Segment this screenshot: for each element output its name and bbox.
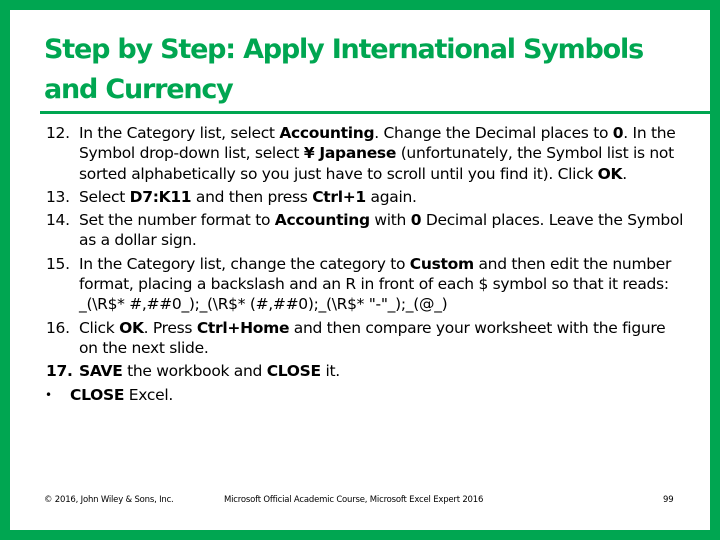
text-run: Set the number format to xyxy=(79,211,275,230)
step-number: 16. xyxy=(46,318,70,337)
step-number: 13. xyxy=(46,187,70,206)
text-run: . In the Symbol drop-down list, select xyxy=(79,124,676,163)
text-run: it. xyxy=(320,362,340,381)
step-text xyxy=(79,319,665,357)
step-12 xyxy=(46,123,686,184)
bold-text-run: Ctrl+1 xyxy=(312,187,366,206)
footer-copyright: © 2016, John Wiley & Sons, Inc. xyxy=(44,495,174,505)
text-run: again. xyxy=(365,187,417,206)
bold-text-run: SAVE xyxy=(79,362,123,381)
slide-title: Step by Step: Apply International Symbols and Currency xyxy=(44,34,643,105)
bold-text-run: CLOSE xyxy=(70,385,125,404)
step-text xyxy=(79,255,671,314)
step-number: 17. xyxy=(46,362,73,381)
title-divider xyxy=(40,111,710,114)
text-run: and then press xyxy=(191,187,313,206)
text-run: Decimal places. Leave the Symbol as a dollar sign. xyxy=(79,211,684,250)
bold-text-run: OK xyxy=(597,164,623,183)
bold-text-run: 0 xyxy=(410,211,422,230)
steps-list xyxy=(46,123,686,405)
text-run: In the Category list, select xyxy=(79,124,280,142)
bold-text-run: CLOSE xyxy=(266,362,321,381)
text-run: and then compare your worksheet with the figure on the next slide. xyxy=(79,318,666,357)
bold-text-run: D7:K11 xyxy=(129,187,192,206)
text-run: Click xyxy=(79,318,120,337)
text-run: Excel. xyxy=(124,385,173,404)
bullet-text xyxy=(70,386,173,404)
text-run: with xyxy=(369,211,411,230)
step-text xyxy=(79,188,417,206)
step-17 xyxy=(46,361,686,381)
bold-text-run: Accounting xyxy=(274,211,370,230)
text-run: Select xyxy=(79,187,130,206)
text-run: . Press xyxy=(143,318,197,337)
step-13 xyxy=(46,187,686,207)
text-run: . xyxy=(622,164,627,183)
bullet-dot-icon: • xyxy=(45,387,52,402)
step-number: 14. xyxy=(46,211,70,230)
bold-text-run: OK xyxy=(119,318,144,337)
bold-text-run: ¥ Japanese xyxy=(303,144,397,163)
bold-text-run: Accounting xyxy=(279,124,375,142)
text-run: . Change the Decimal places to xyxy=(374,124,613,142)
step-14 xyxy=(46,210,686,251)
text-run: the workbook and xyxy=(122,362,267,381)
text-run: (unfortunately, the Symbol list is not sorted alphabetically so you just have to scroll until you find it). Click xyxy=(79,144,674,183)
bold-text-run: 0 xyxy=(612,124,624,142)
step-number: 15. xyxy=(46,254,70,273)
step-text xyxy=(79,124,676,183)
text-run: and then edit the number format, placing a backslash and an R in front of each $ symbol so that it reads: _(\R$* #,##0_);_(\R$* (#,##0);_(\R$* "-"_);_(@_) xyxy=(79,254,672,314)
bold-text-run: Ctrl+Home xyxy=(196,318,290,337)
bold-text-run: Custom xyxy=(409,254,474,273)
bullet-item-close-excel xyxy=(46,385,686,405)
footer-page-number: 99 xyxy=(663,495,674,505)
step-15 xyxy=(46,254,686,315)
step-16 xyxy=(46,318,686,359)
step-text xyxy=(79,362,340,380)
footer-course-title: Microsoft Official Academic Course, Microsoft Excel Expert 2016 xyxy=(224,495,484,505)
text-run: In the Category list, change the category to xyxy=(79,254,410,273)
step-text xyxy=(79,211,683,249)
step-number: 12. xyxy=(46,124,70,142)
